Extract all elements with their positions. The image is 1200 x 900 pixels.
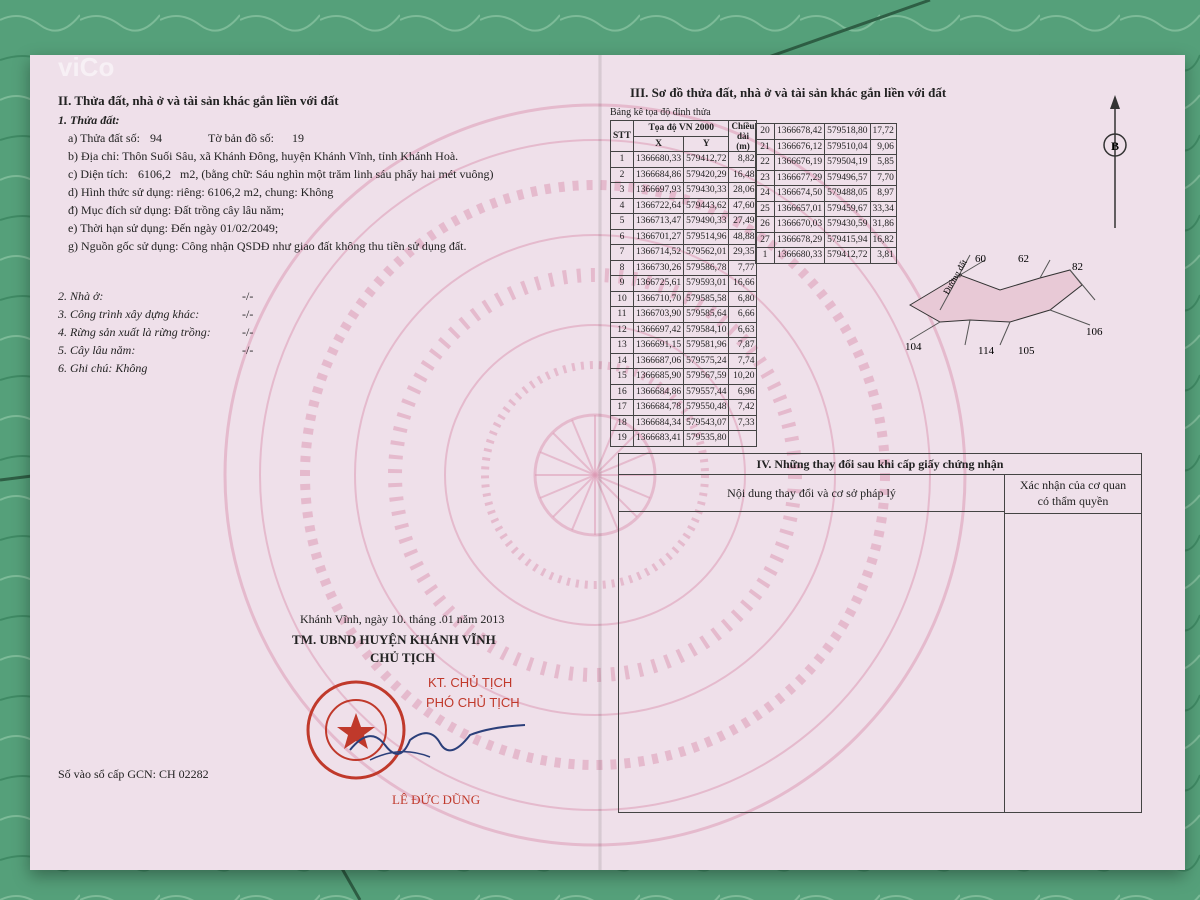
changes-col-confirm-line1: Xác nhận của cơ quan (1019, 478, 1127, 492)
coord-y-cell: 579514,96 (684, 229, 729, 245)
neighbor-106: 106 (1086, 326, 1103, 338)
coord-row (756, 155, 897, 171)
coord-x-cell: 1366687,06 (633, 353, 683, 369)
coord-x-cell: 1366701,27 (633, 229, 683, 245)
coord-stt-cell: 15 (611, 369, 634, 385)
forest-label: 4. Rừng sản xuất là rừng trồng: (58, 325, 211, 339)
coord-y-cell: 579557,44 (684, 384, 729, 400)
coord-header: Tọa độ VN 2000 (633, 121, 729, 137)
coord-length-cell: 17,72 (870, 124, 896, 140)
coord-y-cell: 579581,96 (684, 338, 729, 354)
coord-stt-cell: 14 (611, 353, 634, 369)
coordinate-table-left (610, 120, 757, 447)
coord-row (756, 186, 897, 202)
coord-stt-cell: 7 (611, 245, 634, 261)
coord-y-cell: 579412,72 (684, 152, 729, 168)
coord-length-cell: 6,96 (729, 384, 757, 400)
coord-x-cell: 1366697,42 (633, 322, 683, 338)
coord-x-cell: 1366678,29 (775, 232, 825, 248)
coord-stt-cell: 4 (611, 198, 634, 214)
coord-length-cell: 47,60 (729, 198, 757, 214)
coord-x-cell: 1366714,52 (633, 245, 683, 261)
signer-name: LÊ ĐỨC DŨNG (392, 792, 481, 807)
coord-x-cell: 1366725,61 (633, 276, 683, 292)
neighbor-114: 114 (978, 345, 995, 357)
coord-table-caption: Bảng kê tọa độ đỉnh thửa (610, 107, 711, 118)
coord-length-cell: 7,74 (729, 353, 757, 369)
coord-length-cell: 7,42 (729, 400, 757, 416)
coord-row (611, 276, 757, 292)
coord-x-cell: 1366730,26 (633, 260, 683, 276)
coord-length-cell: 29,35 (729, 245, 757, 261)
coord-length-cell: 33,34 (870, 201, 896, 217)
house-label: 2. Nhà ở: (58, 289, 104, 303)
coord-stt-cell: 23 (756, 170, 775, 186)
coord-row (611, 152, 757, 168)
coord-y-cell: 579420,29 (684, 167, 729, 183)
coord-row (611, 384, 757, 400)
neighbor-105: 105 (1018, 345, 1035, 357)
coord-length-cell: 28,06 (729, 183, 757, 199)
coord-x-cell: 1366713,47 (633, 214, 683, 230)
coord-stt-cell: 11 (611, 307, 634, 323)
coord-x-cell: 1366684,34 (633, 415, 683, 431)
coord-x-cell: 1366722,64 (633, 198, 683, 214)
stt-header: STT (611, 121, 634, 152)
coord-x-cell: 1366677,29 (775, 170, 825, 186)
coord-stt-cell: 20 (756, 124, 775, 140)
perennial-trees-value: -/- (242, 343, 254, 357)
north-label: B (1110, 139, 1120, 153)
coord-x-cell: 1366680,33 (633, 152, 683, 168)
coord-x-cell: 1366684,86 (633, 167, 683, 183)
coord-y-cell: 579550,48 (684, 400, 729, 416)
coord-row (611, 338, 757, 354)
coord-stt-cell: 1 (611, 152, 634, 168)
forest-value: -/- (242, 325, 254, 339)
coord-y-cell: 579535,80 (684, 431, 729, 447)
coord-y-cell: 579459,67 (825, 201, 870, 217)
road-label: Đường đất (941, 257, 969, 296)
house-value: -/- (242, 289, 254, 303)
coord-y-cell: 579586,78 (684, 260, 729, 276)
coord-row (756, 217, 897, 233)
usage-purpose: đ) Mục đích sử dụng: Đất trồng cây lâu năm; (68, 203, 285, 217)
coord-stt-cell: 24 (756, 186, 775, 202)
coord-length-cell: 27,49 (729, 214, 757, 230)
coord-stt-cell: 19 (611, 431, 634, 447)
changes-divider (1004, 511, 1005, 812)
changes-col-confirm-line2: có thẩm quyền (1037, 494, 1109, 508)
coord-row (611, 322, 757, 338)
coord-y-cell: 579415,94 (825, 232, 870, 248)
coord-stt-cell: 16 (611, 384, 634, 400)
neighbor-82: 82 (1072, 261, 1083, 273)
coord-row (756, 201, 897, 217)
coord-row (611, 260, 757, 276)
coord-length-cell: 31,86 (870, 217, 896, 233)
other-construction-value: -/- (242, 307, 254, 321)
coord-stt-cell: 25 (756, 201, 775, 217)
coord-length-cell: 10,20 (729, 369, 757, 385)
coord-y-cell: 579510,04 (825, 139, 870, 155)
coord-length-cell: 6,66 (729, 307, 757, 323)
changes-table (618, 453, 1142, 813)
y-header: Y (684, 136, 729, 152)
coord-stt-cell: 1 (756, 248, 775, 264)
coord-y-cell: 579593,01 (684, 276, 729, 292)
x-header: X (633, 136, 683, 152)
coord-stt-cell: 27 (756, 232, 775, 248)
coord-stt-cell: 5 (611, 214, 634, 230)
coord-stt-cell: 18 (611, 415, 634, 431)
coord-stt-cell: 26 (756, 217, 775, 233)
coord-stt-cell: 17 (611, 400, 634, 416)
coord-x-cell: 1366683,41 (633, 431, 683, 447)
coord-stt-cell: 22 (756, 155, 775, 171)
coord-y-cell: 579430,59 (825, 217, 870, 233)
coord-row (611, 307, 757, 323)
coord-stt-cell: 9 (611, 276, 634, 292)
coord-y-cell: 579488,05 (825, 186, 870, 202)
deputy-line-1: KT. CHỦ TỊCH (428, 675, 513, 690)
map-sheet-label: Tờ bản đồ số: (208, 131, 275, 145)
coord-length-cell: 8,97 (870, 186, 896, 202)
changes-col-confirm (1005, 475, 1141, 514)
coord-x-cell: 1366670,03 (775, 217, 825, 233)
coord-row (756, 170, 897, 186)
neighbor-104: 104 (905, 341, 922, 353)
coord-y-cell: 579518,80 (825, 124, 870, 140)
coord-length-cell: 3,81 (870, 248, 896, 264)
coord-y-cell: 579490,33 (684, 214, 729, 230)
coord-row (756, 232, 897, 248)
other-construction-label: 3. Công trình xây dựng khác: (58, 307, 200, 321)
deputy-line-2: PHÓ CHỦ TỊCH (426, 695, 520, 710)
coord-row (611, 353, 757, 369)
parcel-heading: 1. Thửa đất: (58, 113, 120, 127)
perennial-trees-label: 5. Cây lâu năm: (58, 343, 136, 357)
coord-stt-cell: 2 (611, 167, 634, 183)
neighbor-60: 60 (975, 253, 986, 265)
coord-y-cell: 579585,58 (684, 291, 729, 307)
coord-length-cell: 6,63 (729, 322, 757, 338)
coord-row (611, 229, 757, 245)
coord-row (611, 291, 757, 307)
coord-x-cell: 1366657,01 (775, 201, 825, 217)
parcel-sketch-map (900, 250, 1120, 360)
coord-row (611, 183, 757, 199)
coord-row (756, 248, 897, 264)
watermark-logo: viCo (58, 52, 115, 82)
usage-form: d) Hình thức sử dụng: riêng: 6106,2 m2, chung: Không (68, 185, 334, 199)
coord-stt-cell: 3 (611, 183, 634, 199)
coord-stt-cell: 8 (611, 260, 634, 276)
coord-stt-cell: 12 (611, 322, 634, 338)
coord-y-cell: 579575,24 (684, 353, 729, 369)
coord-x-cell: 1366678,42 (775, 124, 825, 140)
chairman-title: CHỦ TỊCH (370, 650, 436, 665)
coord-length-cell: 7,70 (870, 170, 896, 186)
map-sheet-number: 19 (292, 131, 304, 145)
length-header: Chiều dài (m) (729, 121, 757, 152)
issue-date: Khánh Vĩnh, ngày 10. tháng .01 năm 2013 (300, 612, 505, 626)
coord-row (611, 431, 757, 447)
coord-y-cell: 579585,64 (684, 307, 729, 323)
issuing-org: TM. UBND HUYỆN KHÁNH VĨNH (292, 632, 496, 647)
section-iv-title: IV. Những thay đổi sau khi cấp giấy chứng nhận (619, 454, 1141, 475)
coord-x-cell: 1366684,78 (633, 400, 683, 416)
coord-y-cell: 579543,07 (684, 415, 729, 431)
north-arrow (1100, 93, 1130, 233)
coord-stt-cell: 13 (611, 338, 634, 354)
coord-y-cell: 579430,33 (684, 183, 729, 199)
parcel-area-words: m2, (bằng chữ: Sáu nghìn một trăm linh sáu phẩy hai mét vuông) (180, 167, 494, 181)
coord-row (611, 245, 757, 261)
coord-length-cell: 6,80 (729, 291, 757, 307)
coord-length-cell: 7,77 (729, 260, 757, 276)
coord-x-cell: 1366684,86 (633, 384, 683, 400)
handwritten-signature (340, 705, 530, 775)
coord-y-cell: 579443,62 (684, 198, 729, 214)
coord-row (611, 369, 757, 385)
parcel-area-label: c) Diện tích: (68, 167, 128, 181)
coord-y-cell: 579412,72 (825, 248, 870, 264)
coord-y-cell: 579496,57 (825, 170, 870, 186)
coord-stt-cell: 6 (611, 229, 634, 245)
coord-x-cell: 1366680,33 (775, 248, 825, 264)
usage-origin: g) Nguồn gốc sử dụng: Công nhận QSDĐ như giao đất không thu tiền sử dụng đất. (68, 239, 467, 253)
coord-stt-cell: 10 (611, 291, 634, 307)
parcel-number: 94 (150, 131, 162, 145)
coord-y-cell: 579562,01 (684, 245, 729, 261)
coord-length-cell (729, 431, 757, 447)
coord-length-cell: 9,06 (870, 139, 896, 155)
registry-number: Số vào sổ cấp GCN: CH 02282 (58, 767, 209, 781)
coord-row (611, 198, 757, 214)
coord-length-cell: 16,48 (729, 167, 757, 183)
coord-row (756, 124, 897, 140)
section-ii-title: II. Thửa đất, nhà ở và tài sản khác gắn liền với đất (58, 93, 339, 108)
section-iii-title: III. Sơ đồ thửa đất, nhà ở và tài sản khác gắn liền với đất (630, 85, 947, 100)
coord-row (611, 167, 757, 183)
coord-x-cell: 1366676,19 (775, 155, 825, 171)
coord-length-cell: 7,87 (729, 338, 757, 354)
coord-x-cell: 1366703,90 (633, 307, 683, 323)
coord-length-cell: 5,85 (870, 155, 896, 171)
coord-length-cell: 16,66 (729, 276, 757, 292)
parcel-address: b) Địa chỉ: Thôn Suối Sâu, xã Khánh Đông, huyện Khánh Vĩnh, tỉnh Khánh Hoà. (68, 149, 459, 163)
coord-row (611, 214, 757, 230)
coord-y-cell: 579584,10 (684, 322, 729, 338)
coord-x-cell: 1366676,12 (775, 139, 825, 155)
coord-y-cell: 579567,59 (684, 369, 729, 385)
coord-length-cell: 8,82 (729, 152, 757, 168)
parcel-number-label: a) Thửa đất số: (68, 131, 140, 145)
coord-length-cell: 16,82 (870, 232, 896, 248)
coord-x-cell: 1366697,93 (633, 183, 683, 199)
coord-y-cell: 579504,19 (825, 155, 870, 171)
notes-label: 6. Ghi chú: Không (58, 361, 148, 375)
coordinate-table-right (755, 123, 897, 264)
parcel-area: 6106,2 (138, 167, 171, 181)
coord-x-cell: 1366691,15 (633, 338, 683, 354)
neighbor-62: 62 (1018, 253, 1029, 265)
coord-length-cell: 7,33 (729, 415, 757, 431)
coord-row (611, 400, 757, 416)
usage-term: e) Thời hạn sử dụng: Đến ngày 01/02/2049; (68, 221, 279, 235)
coord-row (756, 139, 897, 155)
coord-stt-cell: 21 (756, 139, 775, 155)
changes-col-content: Nội dung thay đổi và cơ sở pháp lý (619, 475, 1005, 512)
land-use-certificate (30, 55, 1185, 870)
coord-x-cell: 1366685,90 (633, 369, 683, 385)
coord-row (611, 415, 757, 431)
coord-length-cell: 48,88 (729, 229, 757, 245)
coord-x-cell: 1366674,50 (775, 186, 825, 202)
coord-x-cell: 1366710,70 (633, 291, 683, 307)
